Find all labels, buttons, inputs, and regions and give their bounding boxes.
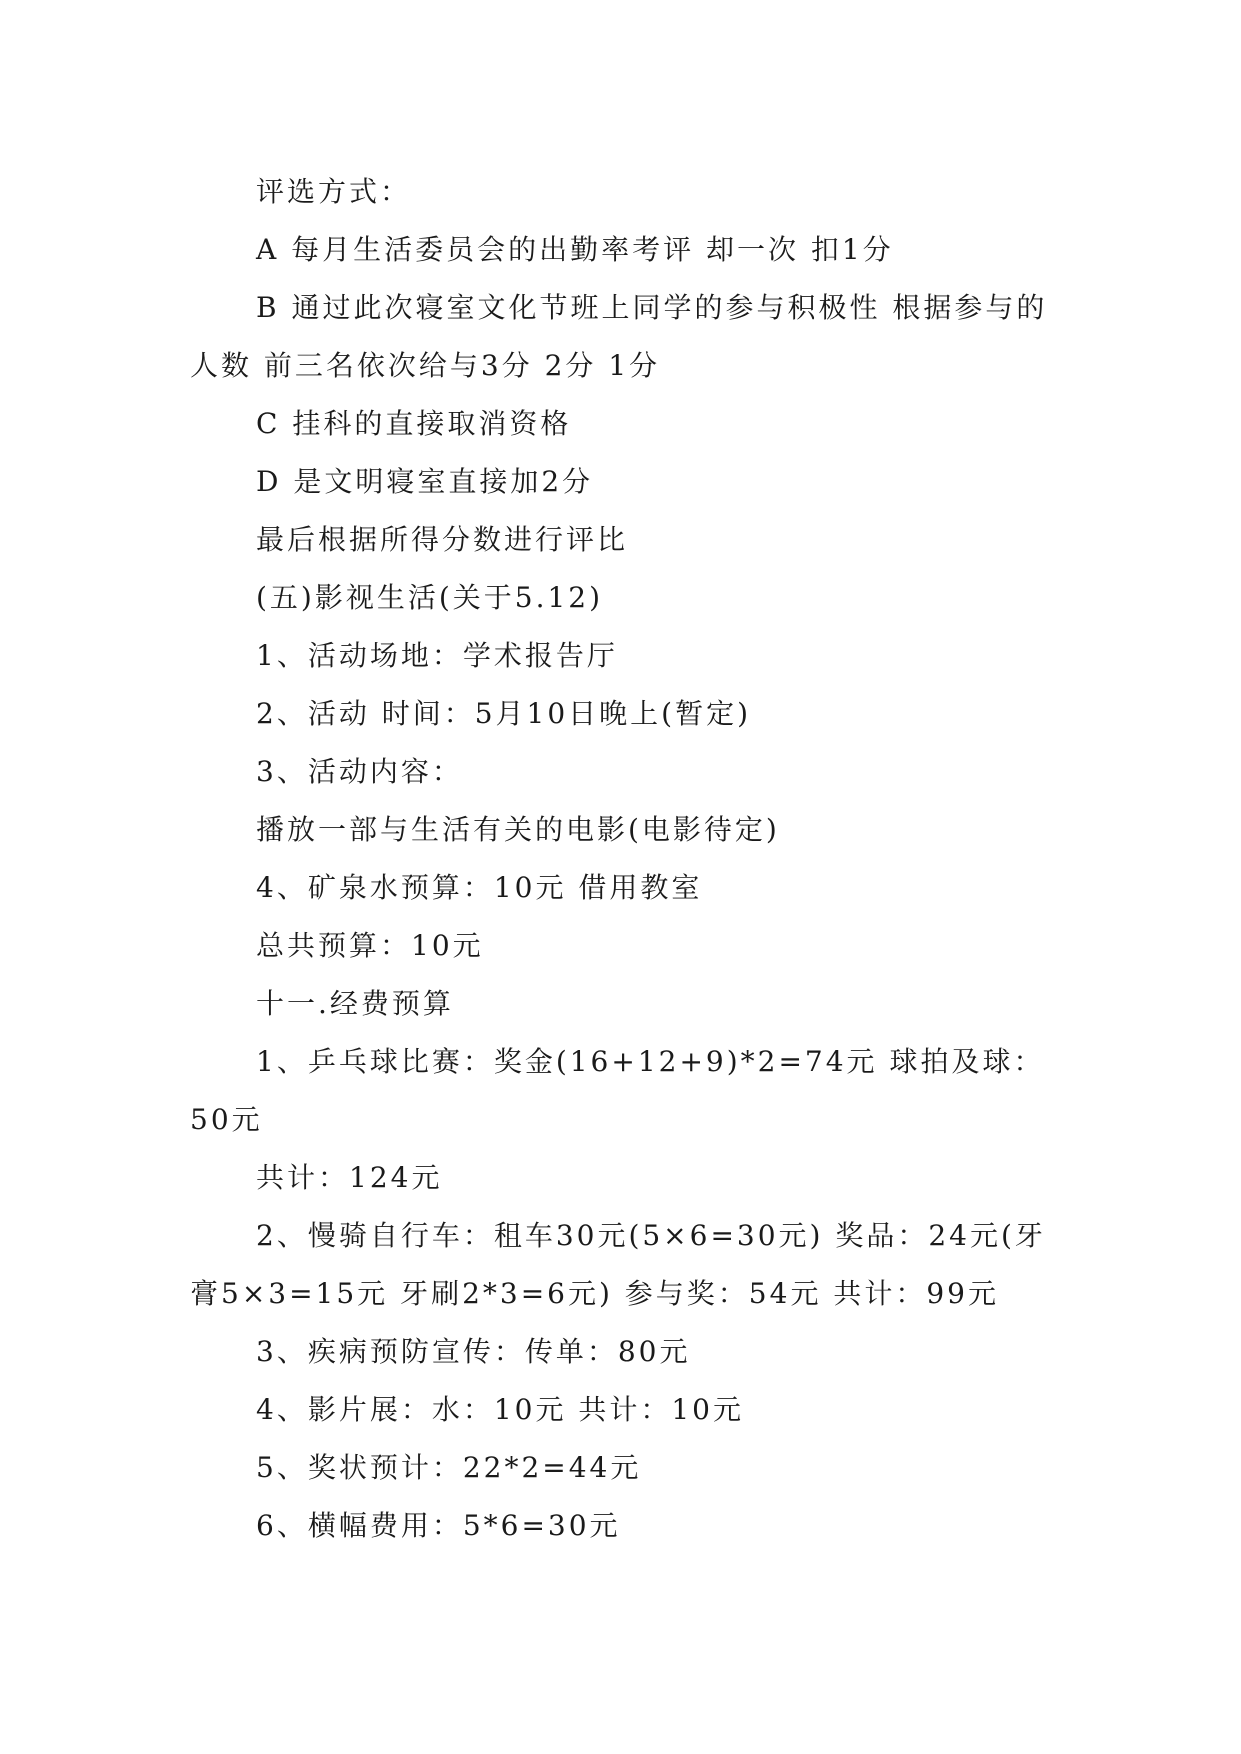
section-heading-expense-budget: 十一.经费预算 bbox=[256, 987, 454, 1020]
paragraph-total-budget: 总共预算：10元 bbox=[256, 929, 484, 962]
paragraph-banner-cost: 6、横幅费用：5*6=30元 bbox=[256, 1509, 621, 1542]
paragraph-final-ranking: 最后根据所得分数进行评比 bbox=[256, 523, 629, 556]
paragraph-slow-cycling: 2、慢骑自行车：租车30元(5×6=30元) 奖品：24元(牙膏5×3=15元 牙刷2*3=6元) 参与奖：54元 共计：99元 bbox=[190, 1219, 1046, 1310]
section-heading-film-life: (五)影视生活(关于5.12) bbox=[256, 581, 604, 614]
paragraph-criterion-c: C 挂科的直接取消资格 bbox=[256, 407, 572, 440]
paragraph-venue: 1、活动场地：学术报告厅 bbox=[256, 639, 618, 672]
paragraph-content-title: 3、活动内容： bbox=[256, 755, 463, 788]
paragraph-certificates: 5、奖状预计：22*2=44元 bbox=[256, 1451, 642, 1484]
paragraph-time: 2、活动 时间：5月10日晚上(暂定) bbox=[256, 697, 752, 730]
paragraph-criterion-b: B 通过此次寝室文化节班上同学的参与积极性 根据参与的人数 前三名依次给与3分 2分 1分 bbox=[190, 291, 1048, 382]
paragraph-water-budget: 4、矿泉水预算：10元 借用教室 bbox=[256, 871, 703, 904]
document-body bbox=[190, 163, 1054, 1555]
paragraph-table-tennis-total: 共计：124元 bbox=[256, 1161, 443, 1194]
paragraph-disease-prevention: 3、疾病预防宣传：传单：80元 bbox=[256, 1335, 691, 1368]
paragraph-selection-method: 评选方式： bbox=[256, 175, 412, 208]
paragraph-criterion-d: D 是文明寝室直接加2分 bbox=[256, 465, 594, 498]
paragraph-criterion-a: A 每月生活委员会的出勤率考评 却一次 扣1分 bbox=[256, 233, 894, 266]
paragraph-film-exhibition: 4、影片展：水：10元 共计：10元 bbox=[256, 1393, 744, 1426]
paragraph-table-tennis: 1、乒乓球比赛：奖金(16+12+9)*2=74元 球拍及球：50元 bbox=[190, 1045, 1045, 1136]
paragraph-content-detail: 播放一部与生活有关的电影(电影待定) bbox=[256, 813, 780, 846]
